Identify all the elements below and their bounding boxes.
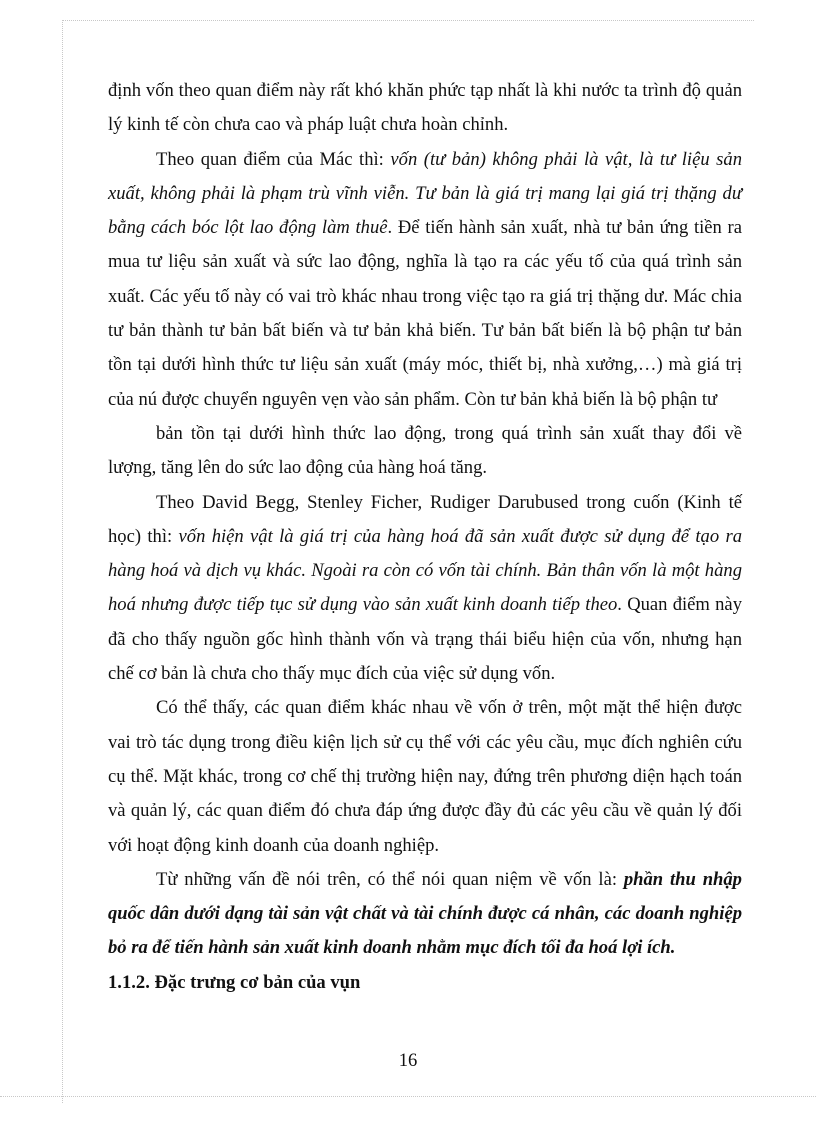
paragraph — [108, 863, 742, 966]
text-run: Có thể thấy, các quan điểm khác nhau về vốn ở trên, một mặt thể hiện được vai trò tác dụng trong điều kiện lịch sử cụ thể với các yêu cầu, mục đích nghiên cứu cụ thể. Mặt khác, trong cơ chế thị trường hiện nay, đứng trên phương diện hạch toán và quản lý, các quan điểm đó chưa đáp ứng được đầy đủ các yêu cầu về quản lý đối với hoạt động kinh doanh của doanh nghiệp. — [108, 697, 742, 856]
paragraph — [108, 691, 742, 862]
text-run: định vốn theo quan điểm này rất khó khăn phức tạp nhất là khi nước ta trình độ quản lý kinh tế còn chưa cao và pháp luật chưa hoàn chỉnh. — [108, 80, 742, 136]
page-border-top — [62, 20, 754, 21]
paragraph — [108, 486, 742, 692]
text-run: Theo quan điểm của Mác thì: — [156, 148, 391, 170]
paragraph-list — [108, 74, 742, 966]
text-run: vốn (tư bản) không phải là vật, là tư liệu sản xuất, không phải là phạm trù vĩnh viễn. Tư bản là giá trị mang lại giá trị thặng dư bằng cách bóc lột lao động làm thuê — [108, 148, 742, 239]
text-run: bản tồn tại dưới hình thức lao động, trong quá trình sản xuất thay đổi về lượng, tăng lên do sức lao động của hàng hoá tăng. — [108, 422, 742, 479]
text-run: phần thu nhập quốc dân dưới dạng tài sản vật chất và tài chính được cá nhân, các doanh nghiệp bỏ ra để tiến hành sản xuất kinh doanh nhằm mục đích tối đa hoá lợi ích. — [108, 868, 742, 959]
text-run: Theo David Begg, Stenley Ficher, Rudiger Darubused trong cuốn (Kinh tế học) thì: — [108, 491, 742, 547]
page-border-left — [62, 20, 63, 1103]
paragraph — [108, 417, 742, 486]
text-run: Từ những vấn đề nói trên, có thể nói quan niệm về vốn là: — [156, 868, 624, 890]
paragraph — [108, 74, 742, 143]
page-number: 16 — [398, 1050, 418, 1071]
text-run: . Để tiến hành sản xuất, nhà tư bản ứng tiền ra mua tư liệu sản xuất và sức lao động, nghĩa là tạo ra các yếu tố của quá trình sản xuất. Các yếu tố này có vai trò khác nhau trong việc tạo ra giá trị thặng dư. Mác chia tư bản thành tư bản bất biến và tư bản khả biến. Tư bản bất biến là bộ phận tư bản tồn tại dưới hình thức tư liệu sản xuất (máy móc, thiết bị, nhà xưởng,…) mà giá trị của nú được chuyển nguyên vẹn vào sản phẩm. Còn tư bản khả biến là bộ phận tư — [108, 217, 742, 410]
body-text — [108, 74, 742, 1000]
text-run: . Quan điểm này đã cho thấy nguồn gốc hình thành vốn và trạng thái biểu hiện của vốn, nhưng hạn chế cơ bản là chưa cho thấy mục đích của việc sử dụng vốn. — [108, 594, 742, 685]
page-border-bottom — [0, 1096, 816, 1097]
text-run: vốn hiện vật là giá trị của hàng hoá đã sản xuất được sử dụng để tạo ra hàng hoá và dịch vụ khác. Ngoài ra còn có vốn tài chính. Bản thân vốn là một hàng hoá nhưng được tiếp tục sử dụng vào sản xuất kinh doanh tiếp theo — [108, 525, 742, 616]
paragraph — [108, 143, 742, 417]
section-heading: 1.1.2. Đặc trưng cơ bản của vụn — [108, 971, 361, 993]
